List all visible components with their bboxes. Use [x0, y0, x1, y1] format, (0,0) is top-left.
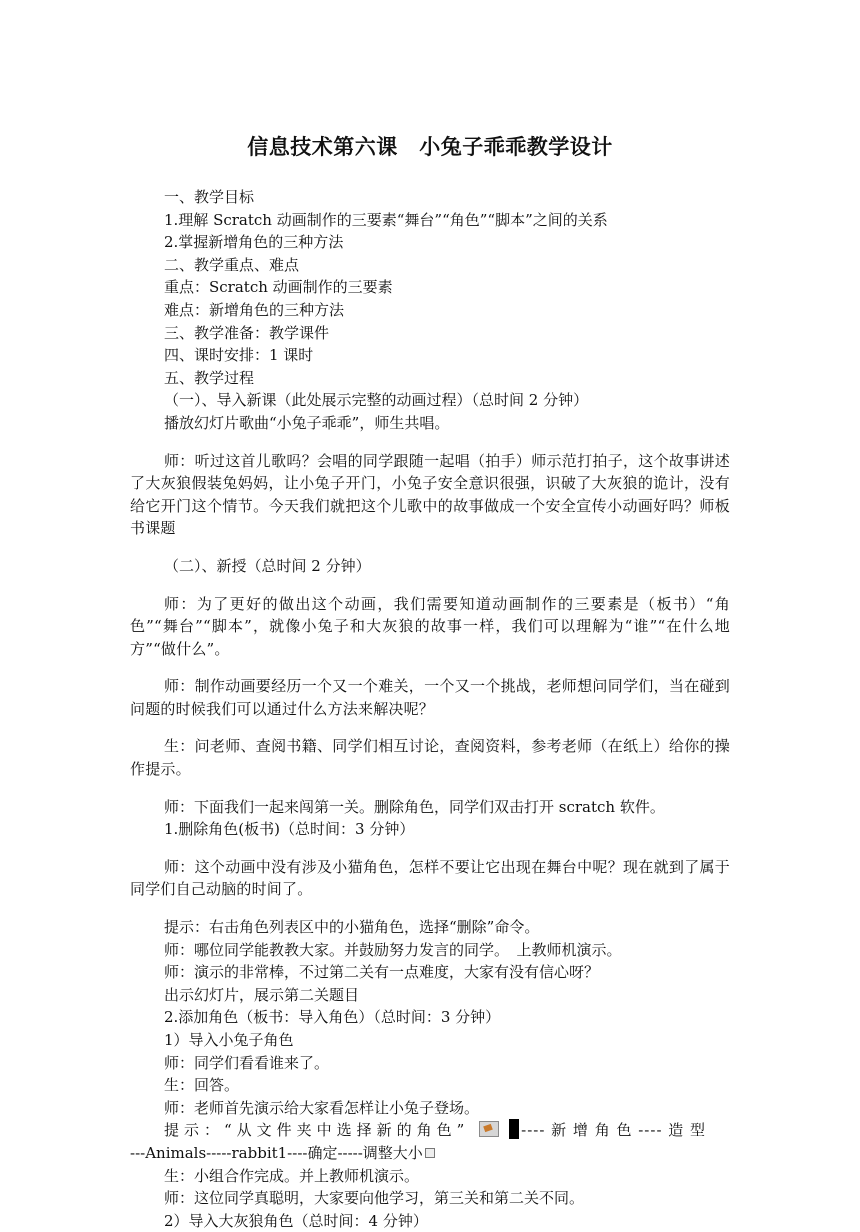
paragraph: 生：问老师、查阅书籍、同学们相互讨论，查阅资料，参考老师（在纸上）给你的操作提示。: [130, 737, 730, 779]
text-line: 2）导入大灰狼角色（总时间：4 分钟）: [164, 1211, 428, 1230]
text-line: 2.添加角色（板书：导入角色）（总时间：3 分钟）: [164, 1008, 501, 1027]
text-line: 师：同学们看看谁来了。: [164, 1053, 330, 1072]
document-body: [130, 186, 730, 1232]
section-heading: 四、课时安排：1 课时: [164, 346, 314, 365]
hint-continuation: [130, 1142, 730, 1165]
hint-steps-cont: ---Animals-----rabbit1----确定-----调整大小: [130, 1143, 423, 1162]
hint-line: [130, 1119, 730, 1142]
black-marker: [509, 1119, 519, 1139]
document-title: 信息技术第六课 小兔子乖乖教学设计: [247, 135, 613, 159]
text-line: 师：演示的非常棒，不过第二关有一点难度，大家有没有信心呀？: [164, 963, 600, 982]
resize-icon: [425, 1148, 435, 1158]
paragraph: 师：这个动画中没有涉及小猫角色，怎样不要让它出现在舞台中呢？现在就到了属于同学们自己动脑的时间了。: [130, 857, 730, 899]
text-line: 师：哪位同学能教教大家。并鼓励努力发言的同学。 上教师机演示。: [164, 940, 622, 959]
hint-text: 提示：“从文件夹中选择新的角色”: [164, 1121, 470, 1140]
text-line: （二）、新授（总时间 2 分钟）: [164, 556, 371, 575]
text-line: 生：回答。: [164, 1076, 240, 1095]
text-line: 提示：右击角色列表区中的小猫角色，选择“删除”命令。: [164, 918, 540, 937]
paragraph: 师：为了更好的做出这个动画，我们需要知道动画制作的三要素是（板书）“角色”“舞台”“脚本”，就像小兔子和大灰狼的故事一样，我们可以理解为“谁”“在什么地方”“做什么”。: [130, 594, 730, 658]
section-heading: 二、教学重点、难点: [164, 255, 300, 274]
text-line: 1）导入小兔子角色: [164, 1031, 294, 1049]
paragraph: 师：制作动画要经历一个又一个难关，一个又一个挑战，老师想问同学们，当在碰到问题的时候我们可以通过什么方法来解决呢？: [130, 677, 730, 718]
section-heading: 三、教学准备：教学课件: [164, 323, 330, 342]
section-heading: 五、教学过程: [164, 368, 255, 387]
text-line: 1.理解 Scratch 动画制作的三要素“舞台”“角色”“脚本”之间的关系: [164, 210, 608, 229]
folder-sprite-icon: [479, 1121, 499, 1137]
text-line: 生：小组合作完成。并上教师机演示。: [164, 1166, 420, 1185]
text-line: 1.删除角色(板书)（总时间：3 分钟）: [164, 820, 415, 839]
hint-steps: ---- 新 增 角 色 ---- 造 型: [521, 1121, 707, 1140]
paragraph: 师：听过这首儿歌吗？会唱的同学跟随一起唱（拍手）师示范打拍子，这个故事讲述了大灰狼假装兔妈妈，让小兔子开门，小兔子安全意识很强，识破了大灰狼的诡计，没有给它开门这个情节。今天我们就把这个儿歌中的故事做成一个安全宣传小动画好吗？师板书课题: [130, 451, 730, 538]
text-line: 重点：Scratch 动画制作的三要素: [164, 278, 393, 297]
text-line: 2.掌握新增角色的三种方法: [164, 233, 344, 252]
text-line: 难点：新增角色的三种方法: [164, 300, 345, 319]
text-line: 师：这位同学真聪明，大家要向他学习，第三关和第二关不同。: [164, 1189, 585, 1208]
section-heading: 一、教学目标: [164, 188, 255, 206]
text-line: 播放幻灯片歌曲“小兔子乖乖”，师生共唱。: [164, 413, 450, 432]
text-line: 师：老师首先演示给大家看怎样让小兔子登场。: [164, 1098, 480, 1117]
text-line: 出示幻灯片，展示第二关题目: [164, 985, 360, 1004]
text-line: （一）、导入新课（此处展示完整的动画过程）（总时间 2 分钟）: [164, 391, 589, 410]
text-line: 师：下面我们一起来闯第一关。删除角色，同学们双击打开 scratch 软件。: [164, 797, 665, 816]
